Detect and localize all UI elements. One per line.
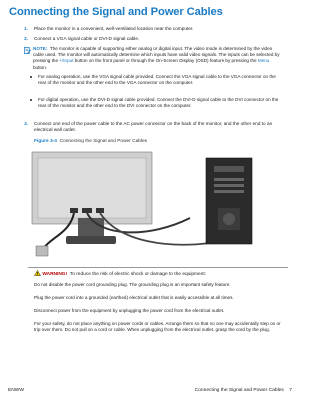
warning-paragraph: For your safety, do not place anything on power cords or cables. Arrange them so that no one may accidentally step on or trip over them. Do not pull on a cord or cable. When unplugging from the electrical outlet, grasp the cord by the plug.: [34, 321, 281, 333]
warning-paragraph: Plug the power cord into a grounded (earthed) electrical outlet that is easily accessible at all times.: [34, 295, 234, 300]
warning-paragraph: Disconnect power from the equipment by unplugging the power cord from the electrical outlet.: [34, 308, 225, 313]
bullet-text: For digital operation, use the DVI-D signal cable provided. Connect the DVI-D signal cable to the DVI connector on the rear of the monitor and the other end to the DVI connector on the computer.: [38, 97, 279, 109]
figure-caption-text: Connecting the Signal and Power Cables: [59, 139, 148, 144]
note-text-1: The monitor is capable of supporting either analog or digital input. The video mode is determined by the video cable used. The monitor will automatically determine which inputs have valid video signals. The inputs can be selected by pressing the: [33, 46, 280, 64]
bullet-text: For analog operation, use the VGA signal cable provided. Connect the VGA signal cable to the VGA connector on the rear of the monitor and the other end to the VGA connector on the computer.: [38, 74, 276, 86]
warning-block: [34, 270, 206, 277]
step-text: Connect one end of the power cable to the AC power connector on the back of the monitor, and the other end to an electrical wall outlet.: [34, 121, 273, 133]
note-text-3: button.: [33, 64, 48, 70]
step-text: Place the monitor in a convenient, well-ventilated location near the computer.: [34, 26, 194, 31]
footer-section-title: Connecting the Signal and Power Cables: [194, 388, 284, 393]
page-title: Connecting the Signal and Power Cables: [9, 6, 223, 18]
step-text: Connect a VGA signal cable or DVI-D signal cable.: [34, 36, 140, 41]
warning-text: To reduce the risk of electric shock or damage to the equipment:: [69, 272, 207, 277]
step-number: 1.: [24, 26, 28, 31]
figure-label: Figure 3-4: [34, 139, 57, 144]
note-label: NOTE:: [33, 46, 48, 51]
note-icon: [24, 47, 30, 53]
warning-paragraph: Do not disable the power cord grounding plug. The grounding plug is an important safety feature.: [34, 282, 231, 287]
bullet-dot: [30, 99, 32, 101]
bullet-dot: [30, 76, 32, 78]
footer-right: [195, 388, 292, 393]
warning-label: WARNING!: [42, 272, 68, 277]
step-number: 2.: [24, 36, 28, 41]
footer-left: ENWW: [8, 388, 25, 393]
input-button-ref: +/Input: [59, 58, 74, 64]
menu-button-ref: Menu: [257, 58, 270, 64]
page-number: 7: [289, 388, 292, 393]
figure-caption: [34, 139, 147, 144]
note-text-2: button on the front panel or through the On-Screen Display (OSD) feature by pressing the: [73, 58, 258, 64]
figure-illustration: [30, 148, 270, 258]
step-number: 3.: [24, 121, 28, 126]
divider: [28, 267, 288, 268]
note-body: [33, 46, 283, 71]
